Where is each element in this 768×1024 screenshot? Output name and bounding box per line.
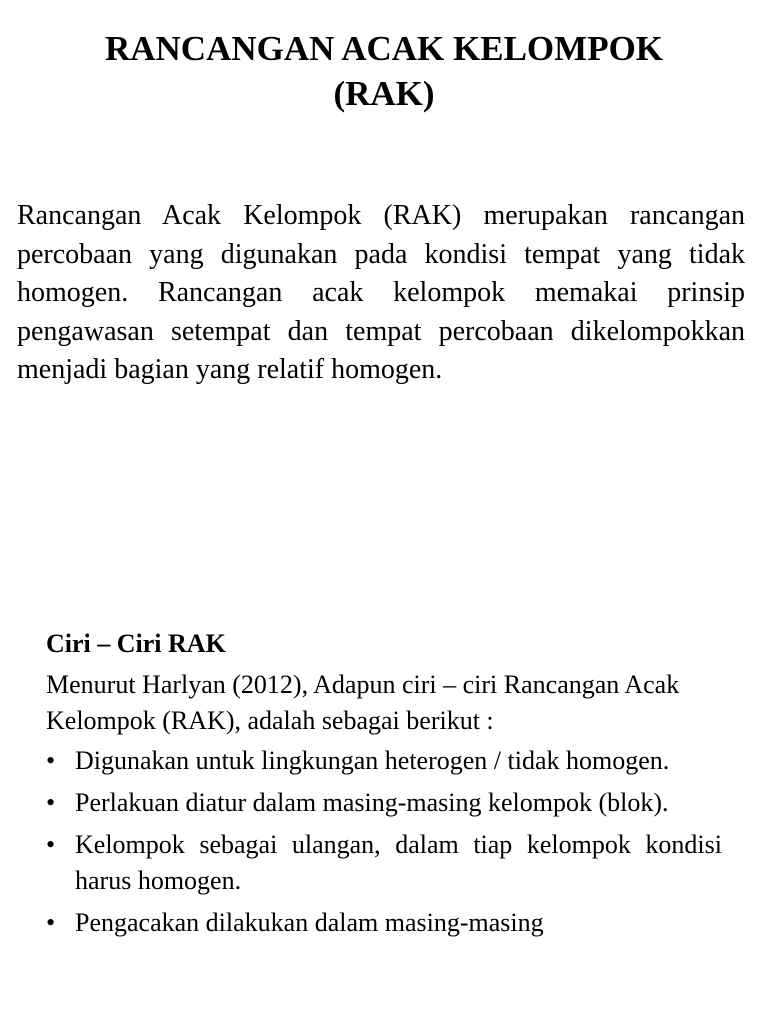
list-item-text: Digunakan untuk lingkungan heterogen / tidak homogen.	[75, 746, 670, 775]
bullet-icon: •	[46, 746, 56, 775]
bullet-icon: •	[46, 830, 56, 859]
list-item	[46, 905, 722, 941]
section-intro: Menurut Harlyan (2012), Adapun ciri – ciri Rancangan Acak Kelompok (RAK), adalah sebagai berikut :	[46, 670, 680, 735]
page-title-line-2: (RAK)	[333, 74, 435, 113]
bullet-list	[46, 743, 722, 941]
list-item-text: Pengacakan dilakukan dalam masing-masing	[75, 908, 544, 937]
list-item	[46, 785, 722, 821]
characteristics-section	[46, 626, 722, 947]
list-item-text: Kelompok sebagai ulangan, dalam tiap kelompok kondisi harus homogen.	[75, 830, 722, 895]
page-title	[0, 26, 768, 116]
bullet-icon: •	[46, 908, 56, 937]
intro-paragraph: Rancangan Acak Kelompok (RAK) merupakan rancangan percobaan yang digunakan pada kondisi tempat yang tidak homogen. Rancangan acak kelompok memakai prinsip pengawasan setempat dan tempat percobaan dikelompokkan menjadi bagian yang relatif homogen.	[17, 200, 745, 385]
list-item	[46, 827, 722, 899]
bullet-icon: •	[46, 788, 56, 817]
list-item	[46, 743, 722, 779]
page-title-line-1: RANCANGAN ACAK KELOMPOK	[104, 29, 664, 68]
section-heading: Ciri – Ciri RAK	[46, 629, 226, 658]
list-item-text: Perlakuan diatur dalam masing-masing kelompok (blok).	[75, 788, 669, 817]
